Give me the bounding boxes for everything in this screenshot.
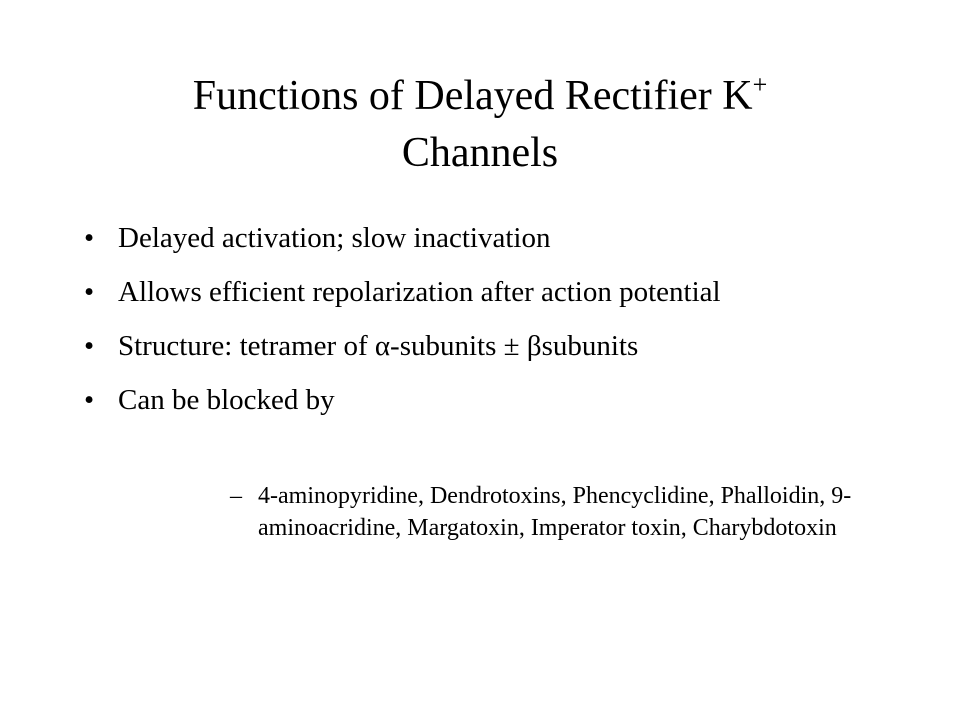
bullet-item-repolarization bbox=[84, 274, 884, 311]
bullet-text: Can be blocked by bbox=[118, 384, 335, 416]
bullet-marker: • bbox=[84, 384, 95, 416]
bullet-marker: • bbox=[84, 276, 95, 308]
bullet-item-activation bbox=[84, 220, 884, 257]
sub-bullet-marker: – bbox=[230, 483, 242, 509]
sub-bullet-blocker-list bbox=[230, 480, 898, 544]
bullet-marker: • bbox=[84, 222, 95, 254]
bullet-list bbox=[84, 220, 884, 436]
bullet-item-structure bbox=[84, 328, 884, 365]
potassium-superscript: + bbox=[752, 70, 768, 99]
bullet-item-blockers bbox=[84, 382, 884, 419]
bullet-text: Delayed activation; slow inactivation bbox=[118, 222, 551, 254]
title-line-2: Channels bbox=[401, 130, 559, 176]
sub-bullet-text: 4-aminopyridine, Dendrotoxins, Phencyclidine, Phalloidin, 9-aminoacridine, Margatoxin, Imperator toxin, Charybdotoxin bbox=[258, 483, 852, 541]
title-line-1: Functions of Delayed Rectifier K bbox=[192, 73, 753, 119]
bullet-text: Allows efficient repolarization after action potential bbox=[118, 276, 721, 308]
bullet-text: Structure: tetramer of α-subunits ± βsubunits bbox=[118, 330, 639, 362]
slide-title bbox=[0, 70, 960, 179]
bullet-marker: • bbox=[84, 330, 95, 362]
